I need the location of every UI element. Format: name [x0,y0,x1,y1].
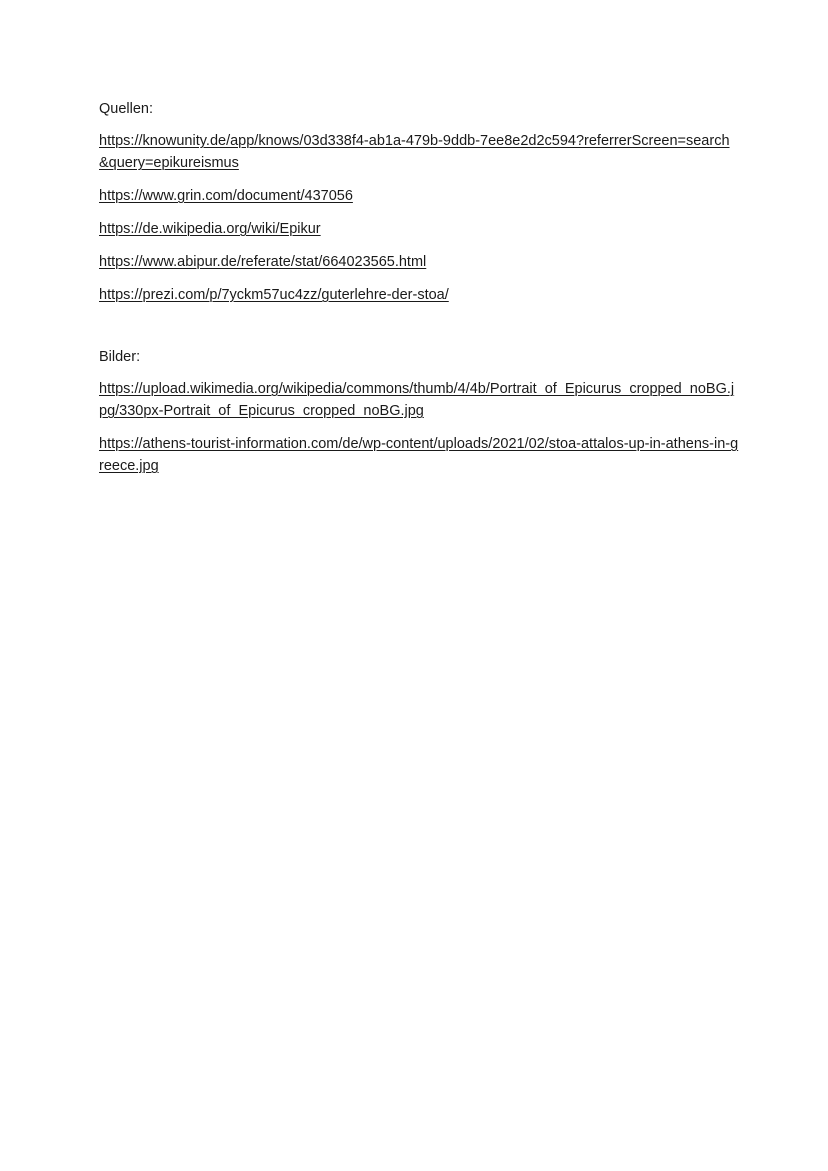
images-list [99,378,739,477]
sources-heading: Quellen: [99,101,154,117]
section-spacer [99,317,739,346]
list-item [99,378,739,422]
list-item [99,284,739,306]
list-item [99,251,739,273]
source-link-abipur[interactable]: https://www.abipur.de/referate/stat/664023565.html [99,254,427,270]
page-content [99,98,739,488]
list-item [99,185,739,207]
image-link-epicurus-portrait[interactable]: https://upload.wikimedia.org/wikipedia/commons/thumb/4/4b/Portrait_of_Epicurus_cropped_noBG.jpg/330px-Portrait_of_Epicurus_cropped_noBG.jpg [99,381,735,419]
source-link-prezi[interactable]: https://prezi.com/p/7yckm57uc4zz/guterlehre-der-stoa/ [99,287,449,303]
sources-list [99,130,739,306]
list-item [99,218,739,240]
source-link-wikipedia[interactable]: https://de.wikipedia.org/wiki/Epikur [99,221,321,237]
image-link-stoa-attalos[interactable]: https://athens-tourist-information.com/de/wp-content/uploads/2021/02/stoa-attalos-up-in-athens-in-greece.jpg [99,436,739,474]
source-link-knowunity[interactable]: https://knowunity.de/app/knows/03d338f4-ab1a-479b-9ddb-7ee8e2d2c594?referrerScreen=search&query=epikureismus [99,133,730,171]
images-heading: Bilder: [99,349,141,365]
source-link-grin[interactable]: https://www.grin.com/document/437056 [99,188,353,204]
list-item [99,130,739,174]
list-item [99,433,739,477]
